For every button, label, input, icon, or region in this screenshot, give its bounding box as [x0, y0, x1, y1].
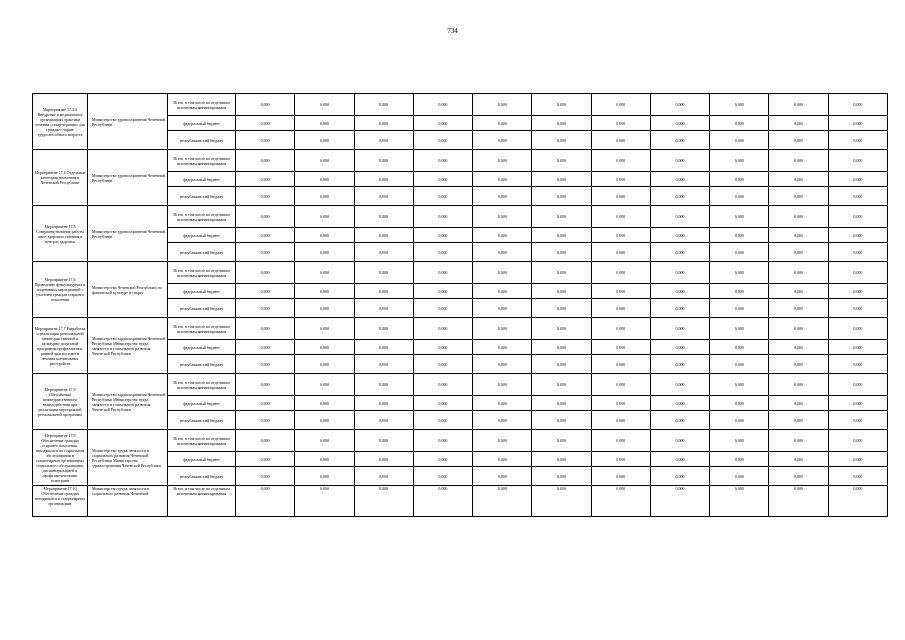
- funding-source-cell: республиканский бюджет: [168, 131, 236, 150]
- value-cell: 0,000: [354, 396, 413, 411]
- value-cell: 0,000: [354, 430, 413, 452]
- funding-source-cell: Всего, в том числе по отдельным источникам финансирования: [168, 374, 236, 396]
- value-cell: 0,000: [532, 262, 591, 284]
- value-cell: 0,000: [710, 452, 769, 467]
- value-cell: 0,000: [650, 206, 709, 228]
- value-cell: 0,000: [828, 430, 887, 452]
- value-cell: 0,000: [295, 396, 354, 411]
- value-cell: 0,000: [769, 243, 828, 262]
- value-cell: 0,000: [769, 262, 828, 284]
- value-cell: 0,000: [295, 187, 354, 206]
- value-cell: 0,000: [295, 340, 354, 355]
- value-cell: 0,000: [413, 411, 472, 430]
- value-cell: 0,000: [532, 486, 591, 517]
- value-cell: 0,000: [354, 262, 413, 284]
- value-cell: 0,000: [650, 243, 709, 262]
- value-cell: 0,000: [532, 340, 591, 355]
- value-cell: 0,000: [591, 318, 650, 340]
- funding-source-cell: федеральный бюджет: [168, 228, 236, 243]
- value-cell: 0,000: [828, 284, 887, 299]
- value-cell: 0,000: [769, 94, 828, 116]
- value-cell: 0,000: [710, 262, 769, 284]
- value-cell: 0,000: [591, 243, 650, 262]
- value-cell: 0,000: [650, 116, 709, 131]
- value-cell: 0,000: [769, 187, 828, 206]
- value-cell: 0,000: [295, 228, 354, 243]
- value-cell: 0,000: [295, 486, 354, 517]
- value-cell: 0,000: [473, 318, 532, 340]
- table-row: [33, 150, 888, 172]
- value-cell: 0,000: [236, 131, 295, 150]
- funding-source-cell: Всего, в том числе по отдельным источникам финансирования: [168, 150, 236, 172]
- value-cell: 0,000: [828, 172, 887, 187]
- value-cell: 0,000: [769, 467, 828, 486]
- value-cell: 0,000: [710, 94, 769, 116]
- value-cell: 0,000: [354, 411, 413, 430]
- value-cell: 0,000: [295, 262, 354, 284]
- value-cell: 0,000: [413, 187, 472, 206]
- value-cell: 0,000: [473, 131, 532, 150]
- value-cell: 0,000: [354, 243, 413, 262]
- value-cell: 0,000: [354, 467, 413, 486]
- value-cell: 0,000: [295, 150, 354, 172]
- value-cell: 0,000: [236, 467, 295, 486]
- value-cell: 0,000: [532, 116, 591, 131]
- value-cell: 0,000: [413, 486, 472, 517]
- event-name-cell: Мероприятие 17.8 Обеспечение межведомственного взаимодействия при реализации мероприятий региональной программы: [33, 374, 88, 430]
- value-cell: 0,000: [532, 467, 591, 486]
- value-cell: 0,000: [828, 187, 887, 206]
- value-cell: 0,000: [413, 116, 472, 131]
- value-cell: 0,000: [473, 355, 532, 374]
- value-cell: 0,000: [354, 284, 413, 299]
- value-cell: 0,000: [413, 452, 472, 467]
- value-cell: 0,000: [236, 430, 295, 452]
- funding-source-cell: республиканский бюджет: [168, 299, 236, 318]
- value-cell: 0,000: [591, 452, 650, 467]
- page-number: 734: [447, 27, 458, 35]
- value-cell: 0,000: [710, 206, 769, 228]
- value-cell: 0,000: [769, 318, 828, 340]
- value-cell: 0,000: [828, 94, 887, 116]
- funding-source-cell: республиканский бюджет: [168, 411, 236, 430]
- value-cell: 0,000: [413, 318, 472, 340]
- value-cell: 0,000: [591, 411, 650, 430]
- value-cell: 0,000: [354, 318, 413, 340]
- value-cell: 0,000: [769, 299, 828, 318]
- value-cell: 0,000: [354, 340, 413, 355]
- value-cell: 0,000: [828, 228, 887, 243]
- value-cell: 0,000: [295, 172, 354, 187]
- executor-cell: Министерство здравоохранения Чеченской Республики Министерство труда, занятости и социального развития Чеченской Республики: [88, 318, 168, 374]
- value-cell: 0,000: [236, 243, 295, 262]
- funding-source-cell: Всего, в том числе по отдельным источникам финансирования: [168, 430, 236, 452]
- value-cell: 0,000: [532, 452, 591, 467]
- value-cell: 0,000: [532, 172, 591, 187]
- event-name-cell: Мероприятие 17.4 Отдельные категории населения в Чеченской Республике: [33, 150, 88, 206]
- funding-source-cell: федеральный бюджет: [168, 396, 236, 411]
- value-cell: 0,000: [532, 430, 591, 452]
- value-cell: 0,000: [532, 150, 591, 172]
- value-cell: 0,000: [413, 467, 472, 486]
- event-name-cell: Мероприятие 17.6 Проведение физкультурных и спортивных мероприятий с участием граждан старшего поколения: [33, 262, 88, 318]
- value-cell: 0,000: [295, 467, 354, 486]
- value-cell: 0,000: [591, 355, 650, 374]
- value-cell: 0,000: [413, 355, 472, 374]
- value-cell: 0,000: [710, 243, 769, 262]
- value-cell: 0,000: [828, 396, 887, 411]
- value-cell: 0,000: [236, 299, 295, 318]
- value-cell: 0,000: [828, 116, 887, 131]
- value-cell: 0,000: [828, 486, 887, 517]
- value-cell: 0,000: [650, 228, 709, 243]
- funding-source-cell: Всего, в том числе по отдельным источникам финансирования: [168, 486, 236, 517]
- value-cell: 0,000: [236, 396, 295, 411]
- value-cell: 0,000: [236, 318, 295, 340]
- value-cell: 0,000: [710, 172, 769, 187]
- value-cell: 0,000: [710, 187, 769, 206]
- value-cell: 0,000: [473, 262, 532, 284]
- value-cell: 0,000: [532, 396, 591, 411]
- value-cell: 0,000: [532, 228, 591, 243]
- value-cell: 0,000: [591, 284, 650, 299]
- value-cell: 0,000: [769, 452, 828, 467]
- table-row: [33, 318, 888, 340]
- value-cell: 0,000: [236, 340, 295, 355]
- value-cell: 0,000: [236, 411, 295, 430]
- funding-source-cell: федеральный бюджет: [168, 340, 236, 355]
- value-cell: 0,000: [769, 430, 828, 452]
- value-cell: 0,000: [828, 131, 887, 150]
- value-cell: 0,000: [769, 340, 828, 355]
- value-cell: 0,000: [591, 262, 650, 284]
- value-cell: 0,000: [591, 467, 650, 486]
- funding-source-cell: республиканский бюджет: [168, 243, 236, 262]
- value-cell: 0,000: [532, 206, 591, 228]
- value-cell: 0,000: [413, 284, 472, 299]
- value-cell: 0,000: [473, 374, 532, 396]
- value-cell: 0,000: [236, 187, 295, 206]
- value-cell: 0,000: [473, 94, 532, 116]
- value-cell: 0,000: [650, 486, 709, 517]
- table-row: [33, 374, 888, 396]
- event-name-cell: Мероприятие 17.5 Совершенствование работы школ здорового питания в центрах здоровья: [33, 206, 88, 262]
- value-cell: 0,000: [532, 355, 591, 374]
- value-cell: 0,000: [591, 94, 650, 116]
- value-cell: 0,000: [710, 228, 769, 243]
- executor-cell: Министерство труда, занятости и социального развития Чеченской: [88, 486, 168, 517]
- table-row: [33, 486, 888, 517]
- value-cell: 0,000: [650, 411, 709, 430]
- value-cell: 0,000: [710, 467, 769, 486]
- value-cell: 0,000: [473, 396, 532, 411]
- value-cell: 0,000: [413, 172, 472, 187]
- value-cell: 0,000: [650, 131, 709, 150]
- value-cell: 0,000: [295, 131, 354, 150]
- value-cell: 0,000: [650, 355, 709, 374]
- value-cell: 0,000: [473, 486, 532, 517]
- value-cell: 0,000: [473, 284, 532, 299]
- value-cell: 0,000: [591, 150, 650, 172]
- value-cell: 0,000: [710, 411, 769, 430]
- executor-cell: Министерство здравоохранения Чеченской Республики Министерство труда, занятости и социального развития Чеченской Республики: [88, 374, 168, 430]
- executor-cell: Министерство здравоохранения Чеченской Республики: [88, 206, 168, 262]
- value-cell: 0,000: [710, 150, 769, 172]
- value-cell: 0,000: [295, 374, 354, 396]
- value-cell: 0,000: [532, 131, 591, 150]
- value-cell: 0,000: [532, 411, 591, 430]
- value-cell: 0,000: [828, 206, 887, 228]
- funding-table-body: [33, 94, 888, 517]
- value-cell: 0,000: [473, 187, 532, 206]
- value-cell: 0,000: [354, 299, 413, 318]
- value-cell: 0,000: [710, 318, 769, 340]
- table-row: [33, 94, 888, 116]
- funding-source-cell: федеральный бюджет: [168, 172, 236, 187]
- value-cell: 0,000: [650, 340, 709, 355]
- value-cell: 0,000: [710, 396, 769, 411]
- value-cell: 0,000: [532, 94, 591, 116]
- value-cell: 0,000: [828, 340, 887, 355]
- value-cell: 0,000: [354, 228, 413, 243]
- value-cell: 0,000: [650, 284, 709, 299]
- value-cell: 0,000: [650, 94, 709, 116]
- value-cell: 0,000: [236, 94, 295, 116]
- value-cell: 0,000: [650, 150, 709, 172]
- value-cell: 0,000: [473, 228, 532, 243]
- value-cell: 0,000: [532, 318, 591, 340]
- value-cell: 0,000: [354, 452, 413, 467]
- value-cell: 0,000: [354, 355, 413, 374]
- value-cell: 0,000: [236, 486, 295, 517]
- value-cell: 0,000: [473, 411, 532, 430]
- value-cell: 0,000: [710, 284, 769, 299]
- value-cell: 0,000: [769, 172, 828, 187]
- value-cell: 0,000: [354, 172, 413, 187]
- value-cell: 0,000: [473, 150, 532, 172]
- value-cell: 0,000: [769, 486, 828, 517]
- value-cell: 0,000: [828, 452, 887, 467]
- value-cell: 0,000: [828, 374, 887, 396]
- value-cell: 0,000: [295, 355, 354, 374]
- value-cell: 0,000: [650, 187, 709, 206]
- value-cell: 0,000: [473, 452, 532, 467]
- value-cell: 0,000: [650, 172, 709, 187]
- value-cell: 0,000: [828, 243, 887, 262]
- value-cell: 0,000: [710, 374, 769, 396]
- value-cell: 0,000: [591, 430, 650, 452]
- value-cell: 0,000: [413, 374, 472, 396]
- value-cell: 0,000: [295, 94, 354, 116]
- value-cell: 0,000: [354, 94, 413, 116]
- value-cell: 0,000: [710, 299, 769, 318]
- value-cell: 0,000: [650, 430, 709, 452]
- value-cell: 0,000: [295, 318, 354, 340]
- table-row: [33, 430, 888, 452]
- value-cell: 0,000: [354, 116, 413, 131]
- value-cell: 0,000: [710, 131, 769, 150]
- value-cell: 0,000: [532, 243, 591, 262]
- funding-source-cell: федеральный бюджет: [168, 452, 236, 467]
- value-cell: 0,000: [295, 430, 354, 452]
- value-cell: 0,000: [828, 355, 887, 374]
- value-cell: 0,000: [591, 187, 650, 206]
- value-cell: 0,000: [236, 452, 295, 467]
- value-cell: 0,000: [650, 467, 709, 486]
- value-cell: 0,000: [591, 396, 650, 411]
- value-cell: 0,000: [473, 430, 532, 452]
- value-cell: 0,000: [413, 299, 472, 318]
- value-cell: 0,000: [295, 116, 354, 131]
- value-cell: 0,000: [650, 299, 709, 318]
- event-name-cell: Мероприятие 17.3.3 Внедрение в медицинских организациях практики лечения «сахар-терапия» для граждан старше трудоспособного возраста: [33, 94, 88, 150]
- value-cell: 0,000: [354, 206, 413, 228]
- value-cell: 0,000: [828, 411, 887, 430]
- value-cell: 0,000: [769, 150, 828, 172]
- funding-source-cell: республиканский бюджет: [168, 467, 236, 486]
- value-cell: 0,000: [354, 374, 413, 396]
- value-cell: 0,000: [236, 116, 295, 131]
- funding-source-cell: республиканский бюджет: [168, 187, 236, 206]
- value-cell: 0,000: [413, 262, 472, 284]
- value-cell: 0,000: [828, 150, 887, 172]
- funding-source-cell: республиканский бюджет: [168, 355, 236, 374]
- value-cell: 0,000: [413, 150, 472, 172]
- value-cell: 0,000: [591, 172, 650, 187]
- value-cell: 0,000: [473, 340, 532, 355]
- value-cell: 0,000: [295, 299, 354, 318]
- value-cell: 0,000: [295, 284, 354, 299]
- value-cell: 0,000: [769, 374, 828, 396]
- value-cell: 0,000: [354, 187, 413, 206]
- value-cell: 0,000: [591, 131, 650, 150]
- value-cell: 0,000: [473, 467, 532, 486]
- value-cell: 0,000: [236, 172, 295, 187]
- value-cell: 0,000: [413, 340, 472, 355]
- value-cell: 0,000: [650, 452, 709, 467]
- value-cell: 0,000: [710, 116, 769, 131]
- value-cell: 0,000: [769, 284, 828, 299]
- value-cell: 0,000: [236, 284, 295, 299]
- value-cell: 0,000: [413, 396, 472, 411]
- value-cell: 0,000: [295, 411, 354, 430]
- event-name-cell: Мероприятие 17.7 Разработка и реализация региональной межведомственной и культурно-досуговой программы профилактики, ранней диагностики и лечения когнитивных расстройств: [33, 318, 88, 374]
- value-cell: 0,000: [532, 187, 591, 206]
- funding-table: [32, 93, 888, 517]
- value-cell: 0,000: [473, 243, 532, 262]
- value-cell: 0,000: [473, 116, 532, 131]
- value-cell: 0,000: [413, 94, 472, 116]
- value-cell: 0,000: [591, 206, 650, 228]
- value-cell: 0,000: [828, 318, 887, 340]
- value-cell: 0,000: [591, 486, 650, 517]
- funding-source-cell: федеральный бюджет: [168, 116, 236, 131]
- value-cell: 0,000: [236, 355, 295, 374]
- value-cell: 0,000: [769, 396, 828, 411]
- value-cell: 0,000: [354, 131, 413, 150]
- value-cell: 0,000: [828, 299, 887, 318]
- value-cell: 0,000: [473, 172, 532, 187]
- value-cell: 0,000: [828, 467, 887, 486]
- value-cell: 0,000: [236, 262, 295, 284]
- value-cell: 0,000: [710, 430, 769, 452]
- value-cell: 0,000: [354, 486, 413, 517]
- value-cell: 0,000: [769, 131, 828, 150]
- value-cell: 0,000: [532, 299, 591, 318]
- value-cell: 0,000: [591, 116, 650, 131]
- funding-source-cell: Всего, в том числе по отдельным источникам финансирования: [168, 262, 236, 284]
- value-cell: 0,000: [413, 131, 472, 150]
- value-cell: 0,000: [532, 284, 591, 299]
- value-cell: 0,000: [591, 299, 650, 318]
- funding-source-cell: Всего, в том числе по отдельным источникам финансирования: [168, 318, 236, 340]
- executor-cell: Министерство здравоохранения Чеченской Республики: [88, 150, 168, 206]
- event-name-cell: Мероприятие 17.10 Обеспечение граждан находящихся в стационарных организациях: [33, 486, 88, 517]
- value-cell: 0,000: [236, 206, 295, 228]
- value-cell: 0,000: [413, 243, 472, 262]
- value-cell: 0,000: [710, 486, 769, 517]
- value-cell: 0,000: [769, 411, 828, 430]
- value-cell: 0,000: [295, 206, 354, 228]
- value-cell: 0,000: [650, 396, 709, 411]
- value-cell: 0,000: [354, 150, 413, 172]
- value-cell: 0,000: [473, 206, 532, 228]
- value-cell: 0,000: [413, 228, 472, 243]
- executor-cell: Министерство труда, занятости и социального развития Чеченской Республики Министерство здравоохранения Чеченской Республики: [88, 430, 168, 486]
- value-cell: 0,000: [591, 374, 650, 396]
- value-cell: 0,000: [650, 374, 709, 396]
- value-cell: 0,000: [295, 452, 354, 467]
- value-cell: 0,000: [650, 262, 709, 284]
- value-cell: 0,000: [413, 206, 472, 228]
- value-cell: 0,000: [295, 243, 354, 262]
- value-cell: 0,000: [236, 150, 295, 172]
- event-name-cell: Мероприятие 17.9 Обеспечение граждан старшего поколения, находящихся на социальном обслуживании в стационарных организациях социального обслуживания, диспансеризацией и профилактическими осмотрами: [33, 430, 88, 486]
- value-cell: 0,000: [769, 228, 828, 243]
- value-cell: 0,000: [769, 116, 828, 131]
- value-cell: 0,000: [710, 355, 769, 374]
- table-row: [33, 206, 888, 228]
- funding-source-cell: федеральный бюджет: [168, 284, 236, 299]
- value-cell: 0,000: [236, 374, 295, 396]
- table-row: [33, 262, 888, 284]
- value-cell: 0,000: [473, 299, 532, 318]
- value-cell: 0,000: [532, 374, 591, 396]
- value-cell: 0,000: [413, 430, 472, 452]
- executor-cell: Министерство Чеченской Республики по физической культуре и спорту: [88, 262, 168, 318]
- value-cell: 0,000: [591, 228, 650, 243]
- value-cell: 0,000: [650, 318, 709, 340]
- value-cell: 0,000: [828, 262, 887, 284]
- funding-source-cell: Всего, в том числе по отдельным источникам финансирования: [168, 206, 236, 228]
- value-cell: 0,000: [769, 355, 828, 374]
- funding-source-cell: Всего, в том числе по отдельным источникам финансирования: [168, 94, 236, 116]
- executor-cell: Министерство здравоохранения Чеченской Республики: [88, 94, 168, 150]
- value-cell: 0,000: [236, 228, 295, 243]
- value-cell: 0,000: [710, 340, 769, 355]
- value-cell: 0,000: [591, 340, 650, 355]
- value-cell: 0,000: [769, 206, 828, 228]
